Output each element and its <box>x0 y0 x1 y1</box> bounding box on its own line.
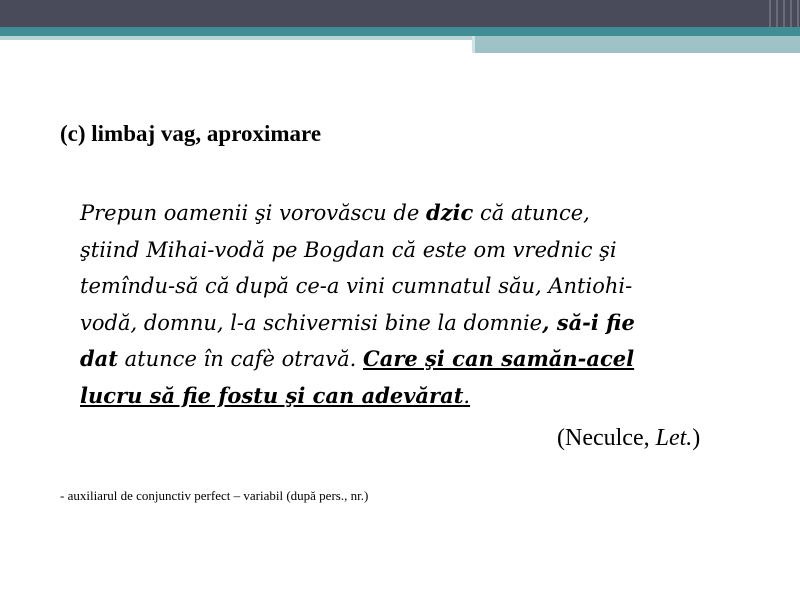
slide-heading: (c) limbaj vag, aproximare <box>60 121 322 146</box>
quote-underlined-emphasis: lucru să fie fostu şi can adevărat <box>80 382 464 408</box>
header-light-block <box>472 36 800 53</box>
quote-paragraph <box>80 195 750 414</box>
quote-text: vodă, domnu, l-a schivernisi bine la domnie <box>80 310 543 335</box>
citation-source: Let. <box>655 425 693 451</box>
quote-line-2: ştiind Mihai-vodă pe Bogdan că este om vrednic şi <box>80 237 617 262</box>
citation <box>557 425 700 452</box>
header-teal-band <box>0 27 800 36</box>
quote-text: Prepun oamenii şi vorovăscu de <box>80 201 426 225</box>
quote-emphasis: dzic <box>425 200 474 225</box>
quote-underlined-text: . <box>463 383 471 408</box>
quote-text: că atunce, <box>473 201 590 225</box>
quote-emphasis: dat <box>80 346 118 371</box>
footnote: - auxiliarul de conjunctiv perfect – variabil (după pers., nr.) <box>60 488 369 503</box>
quote-underlined-emphasis: Care şi can samăn-acel <box>363 346 635 371</box>
quote-line-3: temîndu-să că după ce-a vini cumnatul său, Antiohi- <box>80 274 633 298</box>
quote-line-1 <box>80 195 750 232</box>
header-light-band <box>0 36 472 40</box>
citation-close: ) <box>692 425 701 451</box>
quote-line-4 <box>80 305 750 342</box>
citation-open: (Neculce, <box>557 425 656 451</box>
header-light-block-edge <box>472 36 475 53</box>
quote-line-5 <box>80 341 750 378</box>
header-decor-bar <box>0 0 800 27</box>
header-decor-stripes <box>764 0 800 27</box>
quote-line-6 <box>80 378 750 415</box>
quote-emphasis: , să-i fie <box>542 309 635 335</box>
quote-text: atunce în cafè otravă. <box>118 347 363 371</box>
